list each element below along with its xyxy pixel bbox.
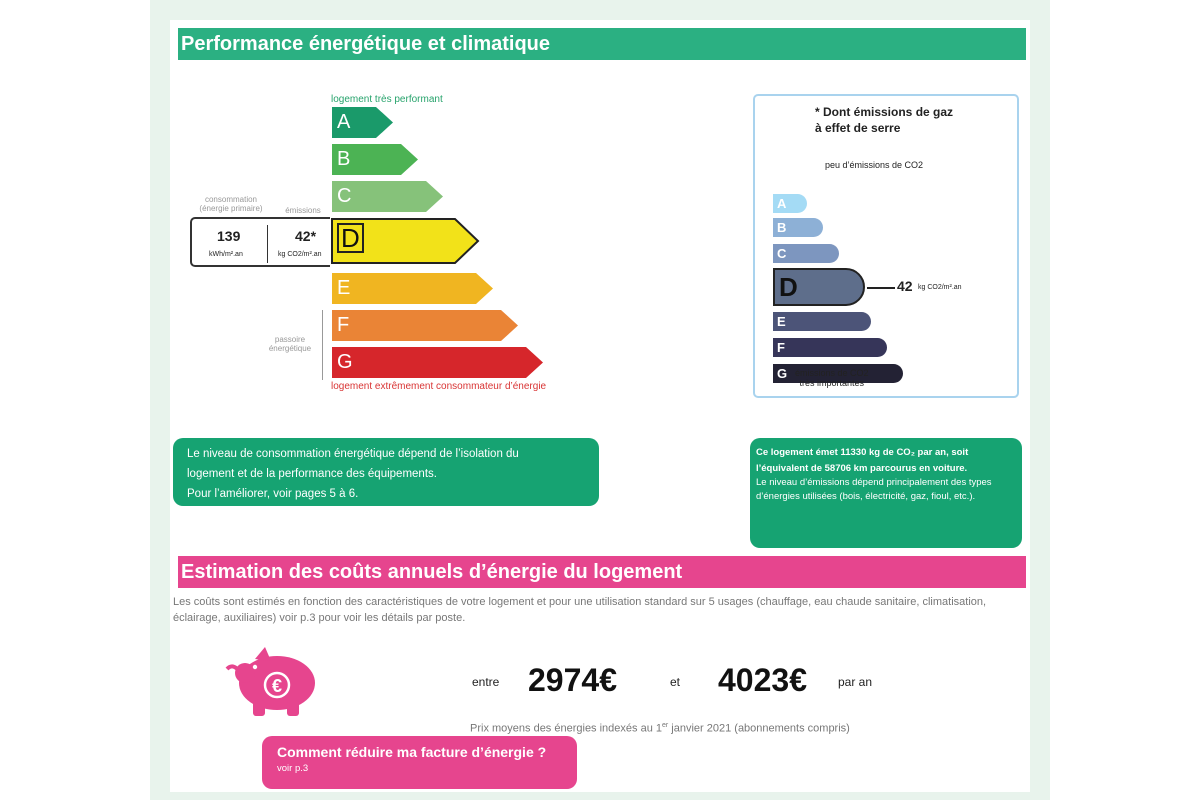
energy-info-line: logement et de la performance des équipements. [187, 468, 437, 480]
dpe-class-e [331, 272, 496, 305]
emissions-unit: kg CO2/m².an [278, 251, 322, 258]
ges-info-strong: l’équivalent de 58706 km parcourus en voiture. [756, 463, 968, 474]
costs-section-title: Estimation des coûts annuels d’énergie du logement [178, 556, 1026, 588]
energy-section-title: Performance énergétique et climatique [178, 28, 1026, 60]
prices-note [470, 722, 850, 735]
prices-note-sup: er [662, 722, 669, 729]
consumption-unit: kWh/m².an [209, 251, 243, 258]
energy-info-line: Le niveau de consommation énergétique dépend de l’isolation du [187, 448, 519, 460]
ges-info-text: Le niveau d’émissions dépend principalement des types d’énergies utilisées (bois, électricité, gaz, fioul, etc.). [756, 477, 992, 502]
passoire-caption: passoire énergétique [268, 335, 312, 353]
box-divider [267, 225, 268, 263]
dpe-class-letter: B [337, 148, 351, 170]
ges-panel [753, 94, 1019, 398]
page-frame [150, 0, 1050, 800]
dpe-class-letter: F [337, 314, 350, 336]
dpe-class-letter: A [337, 111, 351, 133]
energy-info-bubble [173, 438, 599, 506]
ges-info-strong: Ce logement émet 11330 kg de CO₂ par an, soit [756, 447, 969, 458]
passoire-bracket [322, 310, 323, 380]
dpe-class-g [331, 346, 546, 379]
max-cost: 4023€ [718, 662, 807, 698]
dpe-class-a [331, 106, 396, 139]
euro-symbol: € [271, 676, 283, 696]
per-year-label: par an [838, 675, 873, 689]
ges-unit: kg CO2/m².an [918, 284, 962, 291]
between-label: entre [472, 675, 500, 689]
dpe-class-b [331, 143, 421, 176]
prices-note-prefix: Prix moyens des énergies indexés au 1 [470, 722, 662, 735]
and-label: et [670, 675, 681, 689]
energy-info-line: Pour l’améliorer, voir pages 5 à 6. [187, 488, 359, 500]
dpe-sheet [170, 20, 1030, 792]
ges-info-bubble [750, 438, 1022, 548]
reduce-bill-callout[interactable] [262, 736, 577, 789]
ges-low-caption: peu d’émissions de CO2 [825, 160, 924, 170]
piggy-bank-icon [225, 645, 325, 720]
consumption-caption: consommation (énergie primaire) [199, 195, 263, 213]
reduce-bill-title: Comment réduire ma facture d’énergie ? [277, 744, 547, 760]
ges-class-f: F [773, 338, 887, 357]
prices-note-suffix: janvier 2021 (abonnements compris) [668, 722, 850, 735]
emissions-value: 42* [295, 228, 317, 244]
ges-high-caption: émissions de CO2 très importantes [795, 368, 869, 388]
ges-class-a: A [773, 194, 807, 213]
ges-class-e: E [773, 312, 871, 331]
costs-description: Les coûts sont estimés en fonction des caractéristiques de votre logement et pour une utilisation standard sur 5 usages (chauffage, eau chaude sanitaire, climatisation, éclairage, auxiliaires) voir p.3 pour voir les détails par poste. [173, 596, 987, 624]
dpe-class-letter: D [337, 223, 364, 253]
ges-title: * Dont émissions de gaz à effet de serre [815, 105, 954, 135]
dpe-class-d [331, 218, 481, 264]
ges-class-b: B [773, 218, 823, 237]
dpe-class-letter: E [337, 277, 351, 299]
consumption-value: 139 [217, 228, 241, 244]
ges-class-d: D [773, 268, 865, 306]
emissions-caption: émissions [285, 206, 321, 215]
ges-class-c: C [773, 244, 839, 263]
label-top-caption: logement très performant [331, 94, 443, 105]
min-cost: 2974€ [528, 662, 617, 698]
ges-value: 42 [897, 278, 913, 294]
left-margin [0, 0, 150, 800]
right-margin [1050, 0, 1200, 800]
consumption-box [190, 217, 330, 267]
dpe-class-letter: C [337, 185, 352, 207]
dpe-class-letter: G [337, 351, 353, 373]
dpe-class-c [331, 180, 446, 213]
label-bottom-caption: logement extrêmement consommateur d’énergie [331, 381, 547, 392]
ges-pointer-line [867, 287, 895, 289]
ges-class-g: G [773, 364, 903, 383]
dpe-class-f [331, 309, 521, 342]
reduce-bill-link[interactable]: voir p.3 [277, 763, 309, 774]
